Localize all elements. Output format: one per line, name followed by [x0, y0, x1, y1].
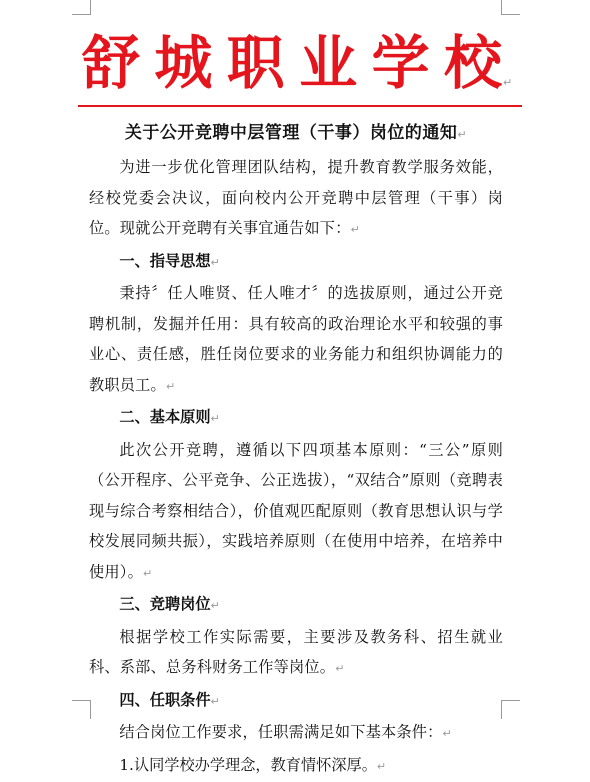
masthead-char: 职	[227, 28, 285, 98]
section-paragraph: 此次公开竞聘，遵循以下四项基本原则：“三公”原则（公开程序、公平竞争、公正选拔），“双结合”原则（竞聘表现与综合考察相结合），价值观匹配原则（教育思想认识与学校发展同频共振），实践培养原则（在使用中培养，在培养中使用）。↵	[89, 435, 503, 590]
paragraph-mark-icon: ↵	[335, 662, 344, 675]
crop-mark-top-right	[501, 0, 520, 15]
crop-mark-bottom-right	[501, 700, 520, 719]
masthead-char: 学	[372, 28, 430, 98]
intro-paragraph: 为进一步优化管理团队结构，提升教育教学服务效能，经校党委会决议，面向校内公开竞聘中层管理（干事）岗位。现就公开竞聘有关事宜通告如下：↵	[89, 152, 503, 246]
paragraph-mark-icon: ↵	[211, 256, 220, 269]
crop-mark-top-left	[72, 0, 91, 15]
masthead	[82, 28, 502, 98]
section-paragraph: 秉持〞任人唯贤、任人唯才〞的选拔原则，通过公开竞聘机制，发掘并任用：具有较高的政治理论水平和较强的事业心、责任感，胜任岗位要求的业务能力和组织协调能力的教职员工。↵	[89, 278, 503, 402]
section-heading: 一、指导思想↵	[89, 246, 503, 279]
section-heading: 三、竞聘岗位↵	[89, 589, 503, 622]
paragraph-mark-icon: ↵	[211, 695, 220, 708]
paragraph-mark-icon: ↵	[457, 128, 467, 141]
section-heading: 四、任职条件↵	[89, 685, 503, 718]
paragraph-mark-icon: ↵	[211, 412, 220, 425]
section-paragraph: 结合岗位工作要求，任职需满足如下基本条件：↵	[89, 717, 503, 750]
paragraph-mark-icon: ↵	[143, 567, 152, 580]
notice-title: 关于公开竞聘中层管理（干事）岗位的通知↵	[89, 118, 503, 150]
paragraph-mark-icon: ↵	[377, 760, 386, 773]
paragraph-mark-icon: ↵	[503, 76, 512, 89]
section-paragraph: 根据学校工作实际需要，主要涉及教务科、招生就业科、系部、总务科财务工作等岗位。↵	[89, 622, 503, 685]
paragraph-mark-icon: ↵	[211, 599, 220, 612]
masthead-char: 舒	[82, 28, 140, 98]
masthead-red-rule	[78, 105, 522, 107]
masthead-char: 业	[299, 28, 357, 98]
paragraph-mark-icon: ↵	[351, 223, 360, 236]
paragraph-mark-icon: ↵	[443, 727, 452, 740]
masthead-char: 城	[154, 28, 212, 98]
section-heading: 二、基本原则↵	[89, 402, 503, 435]
document-body	[89, 118, 503, 782]
paragraph-mark-icon: ↵	[166, 380, 175, 393]
condition-item: 1.认同学校办学理念，教育情怀深厚。↵	[89, 750, 503, 782]
masthead-char: 校	[444, 28, 502, 98]
